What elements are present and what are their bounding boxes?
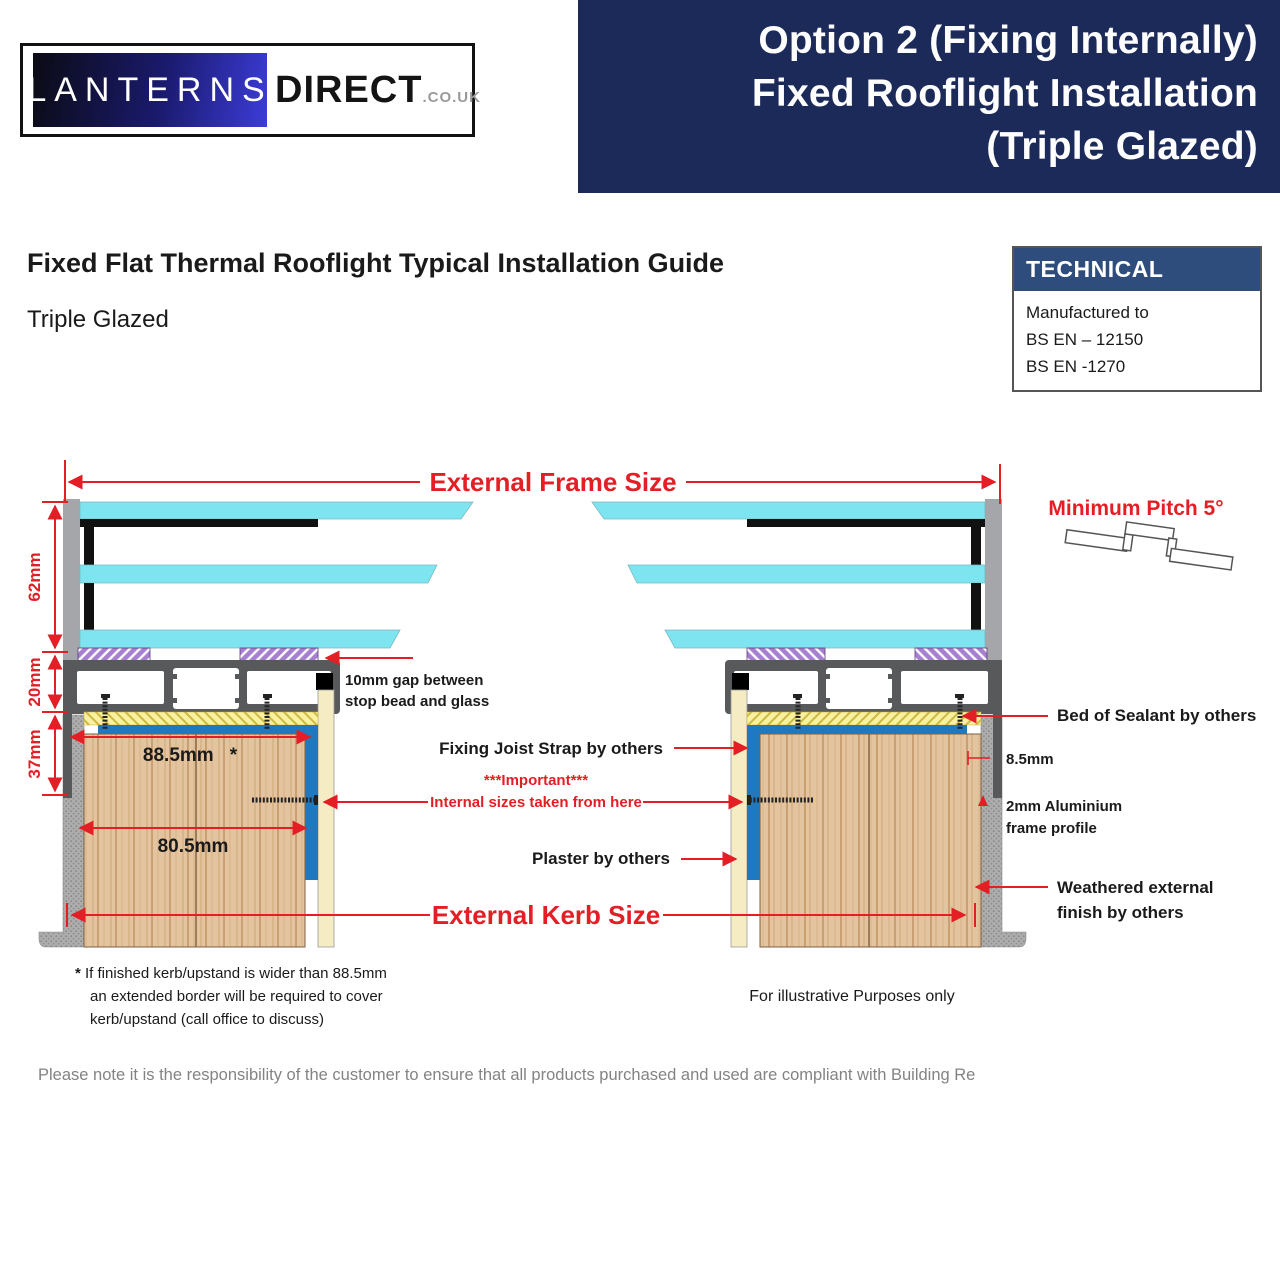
option-banner bbox=[578, 0, 1280, 193]
banner-line-2: Fixed Rooflight Installation bbox=[751, 72, 1258, 115]
gap-note-line1: 10mm gap between bbox=[345, 672, 484, 689]
footnote-line3: kerb/upstand (call office to discuss) bbox=[90, 1011, 325, 1028]
technical-header: TECHNICAL bbox=[1014, 248, 1260, 291]
alu-profile-label-line2: frame profile bbox=[1006, 820, 1097, 837]
plaster-label: Plaster by others bbox=[532, 849, 670, 868]
external-frame-size-label: External Frame Size bbox=[429, 467, 677, 497]
cross-section-right bbox=[592, 499, 1026, 947]
logo-text-lanterns: LANTERNS bbox=[27, 70, 273, 109]
joist-strap-label: Fixing Joist Strap by others bbox=[439, 739, 663, 758]
dim-885mm-label: 88.5mm * bbox=[142, 745, 238, 766]
page-subtitle: Triple Glazed bbox=[27, 306, 169, 333]
logo-text-couk: .CO.UK bbox=[422, 88, 481, 106]
dim-85mm-label: 8.5mm bbox=[1006, 751, 1054, 768]
external-kerb-size-label: External Kerb Size bbox=[431, 900, 661, 930]
weathered-label-line2: finish by others bbox=[1057, 903, 1184, 922]
footnote-line2: an extended border will be required to cover bbox=[90, 988, 383, 1005]
technical-line-3: BS EN -1270 bbox=[1026, 357, 1126, 376]
gap-note-line2: stop bead and glass bbox=[345, 693, 490, 710]
technical-box bbox=[1012, 246, 1262, 392]
technical-line-2: BS EN – 12150 bbox=[1026, 330, 1144, 349]
banner-line-3: (Triple Glazed) bbox=[986, 125, 1258, 168]
minimum-pitch-sketch bbox=[1065, 514, 1236, 570]
dim-20mm-label: 20mm bbox=[25, 657, 44, 707]
page-title: Fixed Flat Thermal Rooflight Typical Installation Guide bbox=[27, 248, 725, 278]
internal-sizes-label: Internal sizes taken from here bbox=[430, 794, 642, 811]
weathered-label-line1: Weathered external bbox=[1057, 878, 1214, 897]
logo-gradient-panel bbox=[27, 53, 273, 127]
banner-line-1: Option 2 (Fixing Internally) bbox=[758, 19, 1258, 62]
technical-line-1: Manufactured to bbox=[1026, 303, 1149, 322]
lanterns-direct-logo bbox=[20, 43, 481, 137]
footnote-line1: * If finished kerb/upstand is wider than 88.5mm bbox=[75, 965, 387, 982]
installation-cross-section-diagram bbox=[0, 440, 1280, 1060]
bed-sealant-label: Bed of Sealant by others bbox=[1057, 706, 1257, 725]
illustrative-label: For illustrative Purposes only bbox=[749, 988, 955, 1005]
logo-text-direct: DIRECT bbox=[275, 68, 423, 111]
disclaimer-text: Please note it is the responsibility of the customer to ensure that all products purchased and used are compliant with Building Re bbox=[38, 1066, 976, 1084]
minimum-pitch-label: Minimum Pitch 5° bbox=[1048, 497, 1224, 520]
dim-805mm-label: 80.5mm bbox=[157, 836, 229, 857]
dim-62mm-label: 62mm bbox=[25, 552, 44, 602]
cross-section-left bbox=[39, 499, 473, 947]
important-label: ***Important*** bbox=[483, 772, 589, 789]
alu-profile-label-line1: 2mm Aluminium bbox=[1006, 798, 1123, 815]
technical-body bbox=[1014, 291, 1260, 388]
dim-37mm-label: 37mm bbox=[25, 729, 44, 779]
